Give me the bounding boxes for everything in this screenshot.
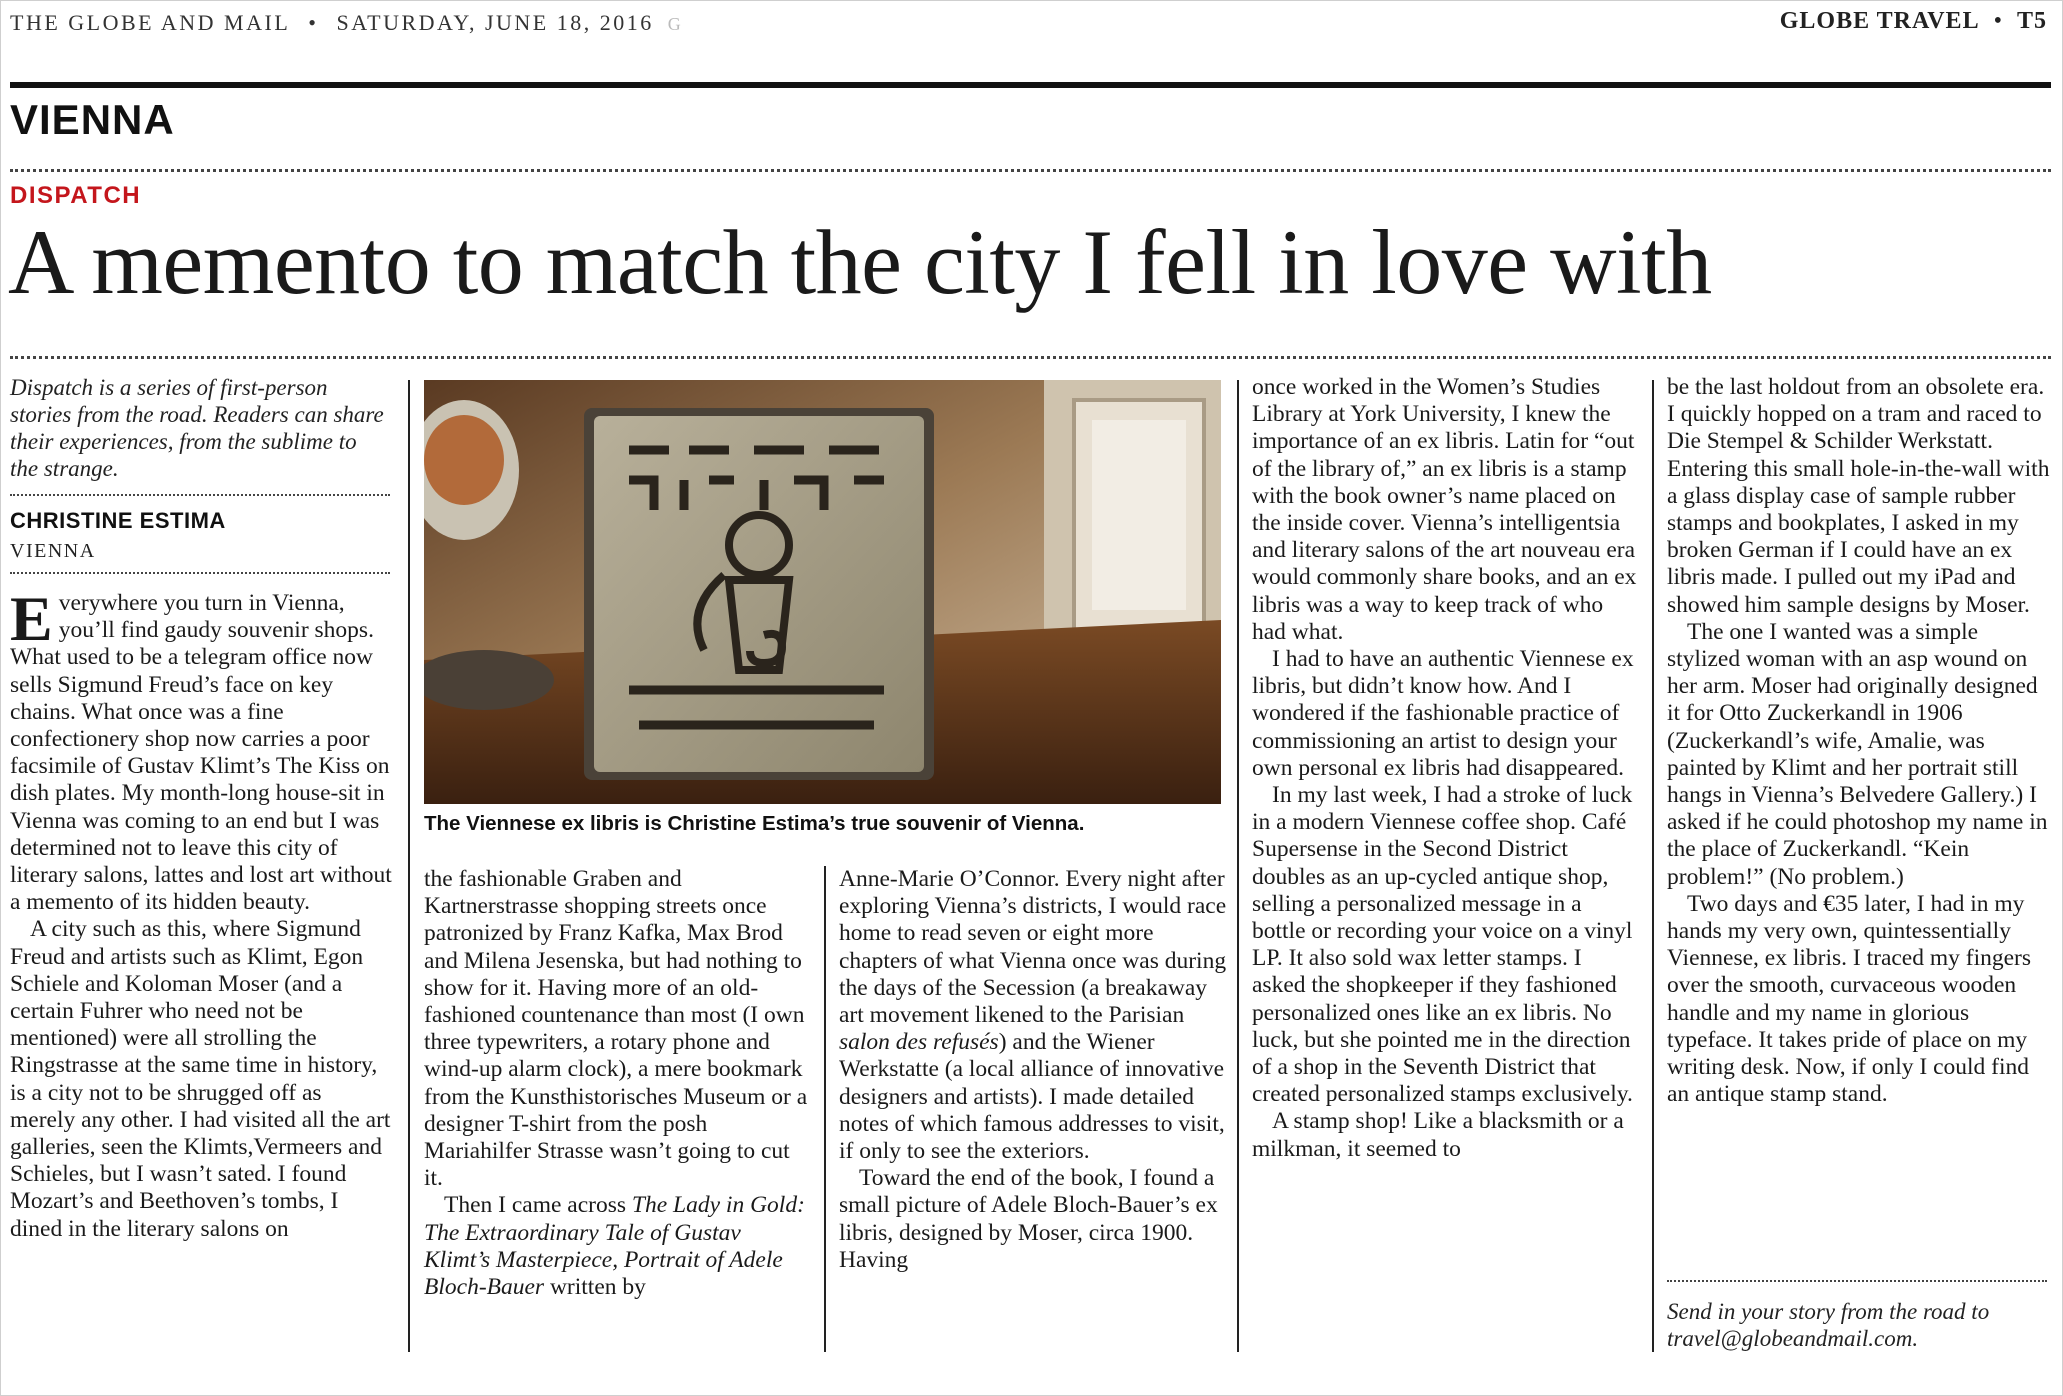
column-rule bbox=[1652, 380, 1654, 1352]
section-divider bbox=[10, 169, 2051, 172]
kicker: DISPATCH bbox=[10, 182, 142, 209]
byline-name: CHRISTINE ESTIMA bbox=[10, 508, 226, 533]
byline-place: VIENNA bbox=[10, 540, 96, 562]
paragraph: Toward the end of the book, I found a small picture of Adele Bloch-Bauer’s ex libris, designed by Moser, circa 1900. Having bbox=[839, 1165, 1218, 1273]
article-column-5 bbox=[1667, 374, 2051, 1108]
ex-libris-photo bbox=[424, 380, 1221, 804]
paragraph: A stamp shop! Like a blacksmith or a milkman, it seemed to bbox=[1252, 1108, 1624, 1162]
column-rule bbox=[824, 866, 826, 1352]
paragraph: once worked in the Women’s Studies Library at York University, I knew the importance of an ex libris. Latin for “out of the library of,” an ex libris is a stamp with the book owner’s name placed on the inside cover. Vienna’s intelligentsia and literary salons of the art nouveau era would commonly share books, and an ex libris was a way to keep track of who had what. bbox=[1252, 374, 1637, 645]
edition-mark: G bbox=[667, 14, 681, 34]
paragraph bbox=[424, 1192, 812, 1301]
text-run: Then I came across bbox=[444, 1192, 632, 1219]
paragraph: be the last holdout from an obsolete era. I quickly hopped on a tram and raced to Die Stempel & Schilder Werkstatt. Entering this small hole-in-the-wall with a glass display case of sample rubber stamps and bookplates, I asked in my broken German if I could have an ex libris made. I pulled out my iPad and showed him sample designs by Moser. bbox=[1667, 374, 2050, 618]
intro-divider bbox=[10, 494, 390, 496]
paragraph: The one I wanted was a simple stylized woman with an asp wound on her arm. Moser had originally designed it for Otto Zuckerkandl in 1906 (Zuckerkandl’s wife, Amalie, was painted by Klimt and her portrait still hangs in Vienna’s Belvedere Gallery.) I asked if he could photoshop my name in the place of Zuckerkandl. “Kein problem!” (No problem.) bbox=[1667, 618, 2048, 890]
issue-date: SATURDAY, JUNE 18, 2016 bbox=[336, 10, 654, 35]
paragraph: I had to have an authentic Viennese ex libris, but didn’t know how. And I wondered if the fashionable practice of commissioning an artist to design your own personal ex libris had disappeared. bbox=[1252, 646, 1634, 781]
text-run: Anne-Marie O’Connor. Every night after exploring Vienna’s districts, I would race home to read seven or eight more chapters of what Vienna once was during the days of the Secession (a breakaway art movement likened to the Parisian bbox=[839, 866, 1227, 1029]
article-column-2 bbox=[424, 866, 812, 1301]
submission-note: Send in your story from the road to travel@globeandmail.com. bbox=[1667, 1299, 1990, 1351]
intro-note: Dispatch is a series of first-person stories from the road. Readers can share their experiences, from the sublime to the strange. bbox=[10, 375, 384, 481]
italic-term: salon des refusés bbox=[839, 1029, 999, 1056]
article-column-3 bbox=[839, 866, 1227, 1274]
section-title: VIENNA bbox=[10, 96, 175, 143]
column-rule bbox=[1237, 380, 1239, 1352]
headline-divider bbox=[10, 356, 2051, 359]
page-number: T5 bbox=[2016, 8, 2047, 34]
article-column-1 bbox=[10, 583, 392, 1243]
paragraph: Two days and €35 later, I had in my hands my very own, quintessentially Viennese, ex libris. I traced my fingers over the smooth, curvaceous wooden handle and my name in glorious typeface. It takes pride of place on my writing desk. Now, if only I could find an antique stamp stand. bbox=[1667, 890, 2032, 1108]
column-rule bbox=[408, 380, 410, 1352]
photo-caption: The Viennese ex libris is Christine Estima’s true souvenir of Vienna. bbox=[424, 812, 1085, 835]
masthead-rule bbox=[10, 82, 2051, 88]
paragraph: verywhere you turn in Vienna, you’ll find gaudy souvenir shops. What used to be a telegram office now sells Sigmund Freud’s face on key chains. What once was a fine confectionery shop now carries a poor facsimile of Gustav Klimt’s The Kiss on dish plates. My month-long house-sit in Vienna was coming to an end but I was determined not to leave this city of literary salons, lattes and lost art without a memento of its hidden beauty. bbox=[10, 590, 392, 916]
paragraph: the fashionable Graben and Kartnerstrasse shopping streets once patronized by Franz Kafka, Max Brod and Milena Jesenska, but had nothing to show for it. Having more of an old-fashioned countenance than most (I own three typewriters, a rotary phone and wind-up alarm clock), a mere bookmark from the Kunsthistorisches Museum or a designer T-shirt from the posh Mariahilfer Strasse wasn’t going to cut it. bbox=[424, 866, 808, 1192]
footer-divider bbox=[1667, 1280, 2047, 1282]
paragraph: In my last week, I had a stroke of luck in a modern Viennese coffee shop. Café Supersense in the Second District doubles as an up-cycled antique shop, selling a personalized message in a bottle or recording your voice on a vinyl LP. It also sold wax letter stamps. I asked the shopkeeper if they fashioned personalized ones like an ex libris. No luck, but she pointed me in the direction of a shop in the Seventh District that created personalized stamps exclusively. bbox=[1252, 782, 1633, 1108]
text-run: ) and the Wiener Werkstatte (a local alliance of innovative designers and artists). I made detailed notes of which famous addresses to visit, if only to see the exteriors. bbox=[839, 1029, 1225, 1165]
masthead-bullet-right: • bbox=[1993, 8, 2003, 34]
masthead-right bbox=[1780, 8, 2047, 35]
masthead-bullet: • bbox=[308, 10, 319, 35]
article-photo bbox=[424, 380, 1221, 804]
masthead-left bbox=[10, 10, 681, 36]
section-label: GLOBE TRAVEL bbox=[1779, 8, 1980, 34]
byline-divider bbox=[10, 572, 390, 574]
text-run: written by bbox=[544, 1274, 646, 1301]
headline: A memento to match the city I fell in love with bbox=[8, 211, 1712, 313]
article-column-4 bbox=[1252, 374, 1640, 1163]
paragraph bbox=[839, 866, 1227, 1165]
paragraph: A city such as this, where Sigmund Freud and artists such as Klimt, Egon Schiele and Koloman Moser (and a certain Fuhrer who need not be mentioned) were all strolling the Ringstrasse at the same time in history, is a city not to be shrugged off as merely any other. I had visited all the art galleries, seen the Klimts,Vermeers and Schieles, but I wasn’t sated. I found Mozart’s and Beethoven’s tombs, I dined in the literary salons on bbox=[10, 916, 391, 1242]
paper-name: THE GLOBE AND MAIL bbox=[10, 10, 291, 35]
book-title: The Lady in Gold: The Extraordinary Tale of Gustav Klimt’s Masterpiece, Portrait of Adele Bloch-Bauer bbox=[424, 1192, 805, 1301]
drop-cap: E bbox=[10, 583, 53, 654]
